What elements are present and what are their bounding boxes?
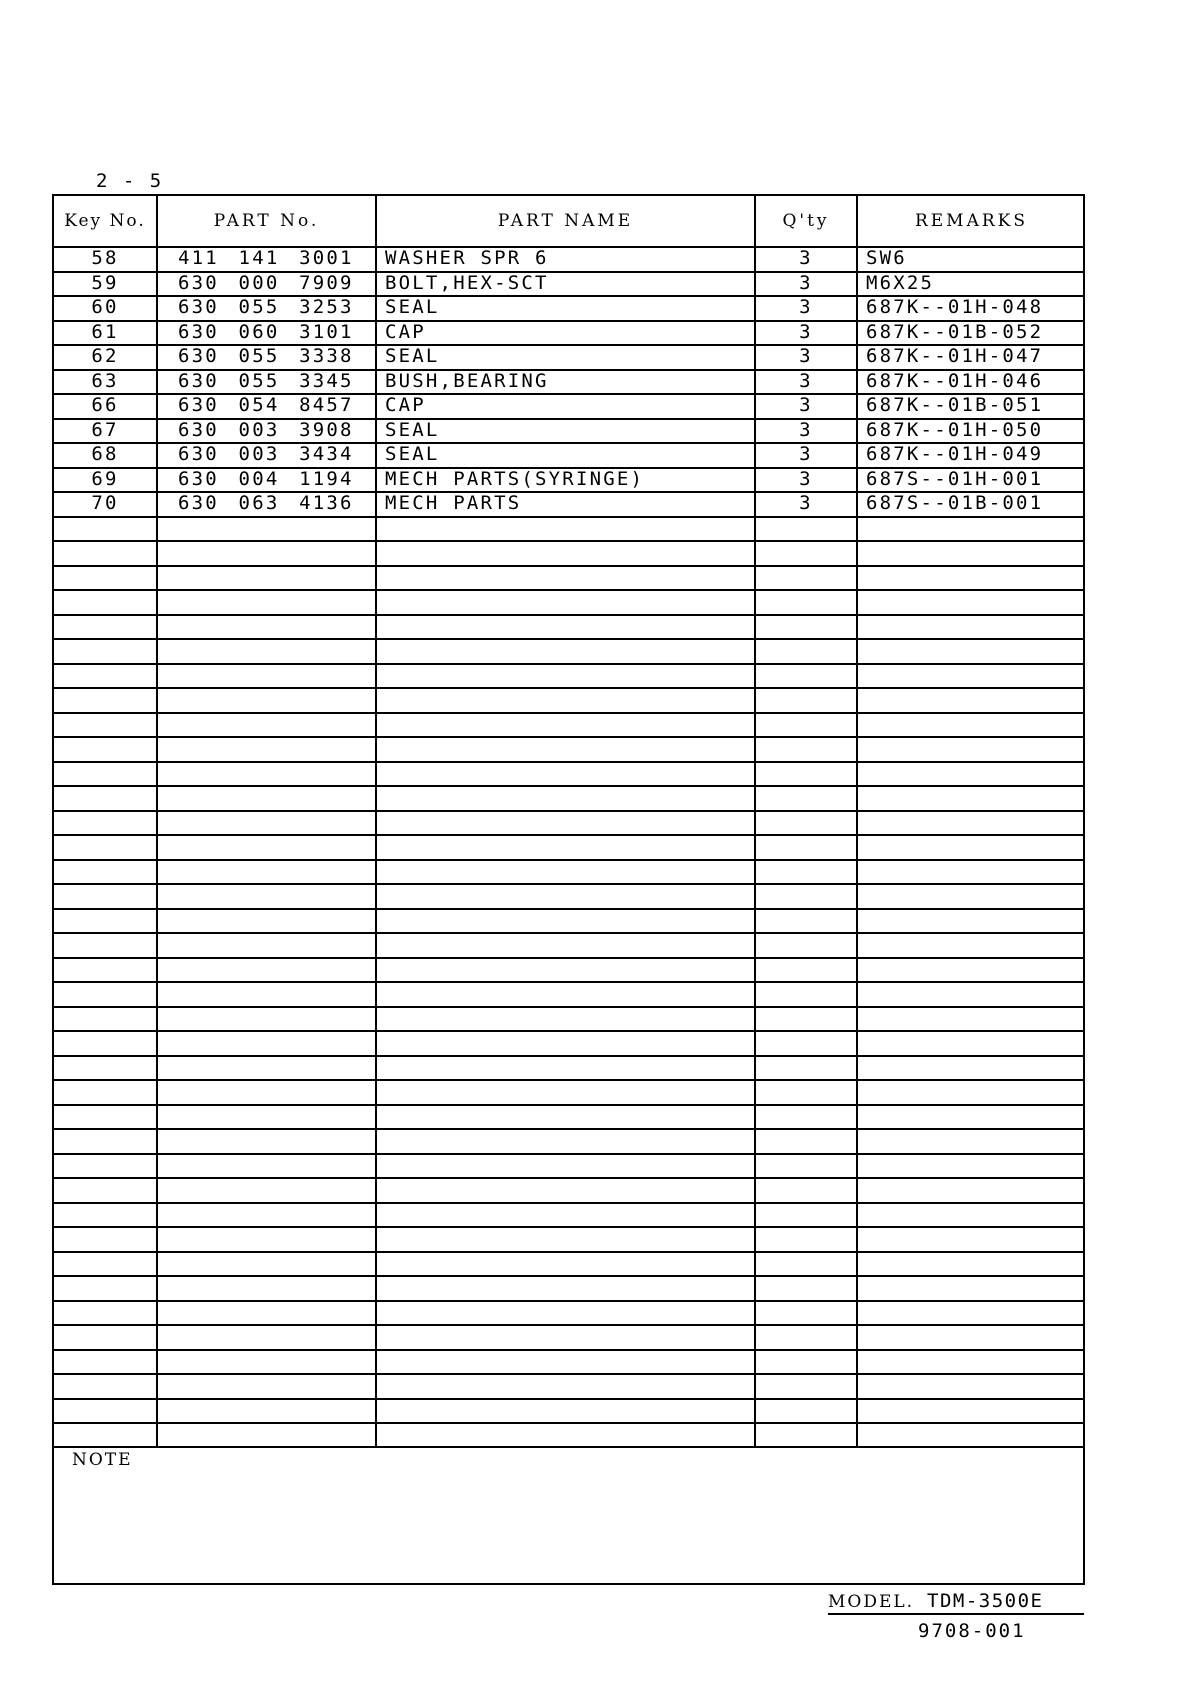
document-number: 9708-001 [918, 1620, 1026, 1642]
row-rule [54, 883, 1083, 885]
remarks-cell: 687K--01H-046 [866, 370, 1044, 392]
row-rule [54, 859, 1083, 861]
key-no-cell: 62 [91, 345, 119, 367]
part-no-cell: 630 055 3253 [178, 296, 354, 318]
row-rule [54, 1324, 1083, 1326]
part-name-cell: SEAL [385, 345, 440, 367]
part-name-cell: SEAL [385, 296, 440, 318]
row-rule [54, 1006, 1083, 1008]
key-no-cell: 68 [91, 443, 119, 465]
qty-cell: 3 [799, 321, 813, 343]
remarks-cell: 687S--01H-001 [866, 468, 1044, 490]
qty-cell: 3 [799, 468, 813, 490]
row-rule [54, 638, 1083, 640]
note-label: NOTE [72, 1450, 133, 1470]
part-no-cell: 630 060 3101 [178, 321, 354, 343]
row-rule [54, 1373, 1083, 1375]
row-rule [54, 614, 1083, 616]
key-no-cell: 60 [91, 296, 119, 318]
row-rule [54, 1398, 1083, 1400]
row-rule [54, 1422, 1083, 1424]
remarks-cell: SW6 [866, 247, 907, 269]
key-no-cell: 70 [91, 492, 119, 514]
row-rule [54, 761, 1083, 763]
remarks-cell: 687K--01B-052 [866, 321, 1044, 343]
part-no-cell: 630 003 3434 [178, 443, 354, 465]
model-label: MODEL. [828, 1592, 915, 1612]
qty-cell: 3 [799, 419, 813, 441]
qty-cell: 3 [799, 370, 813, 392]
row-rule [54, 1275, 1083, 1277]
row-rule [54, 1349, 1083, 1351]
part-name-cell: BOLT,HEX-SCT [385, 272, 549, 294]
row-rule [54, 1153, 1083, 1155]
key-no-cell: 66 [91, 394, 119, 416]
part-name-cell: SEAL [385, 419, 440, 441]
part-no-cell: 630 055 3345 [178, 370, 354, 392]
remarks-cell: 687K--01B-051 [866, 394, 1044, 416]
part-name-cell: CAP [385, 394, 426, 416]
key-no-cell: 63 [91, 370, 119, 392]
qty-cell: 3 [799, 345, 813, 367]
part-name-cell: MECH PARTS(SYRINGE) [385, 468, 645, 490]
row-rule [54, 540, 1083, 542]
key-no-cell: 67 [91, 419, 119, 441]
remarks-cell: 687K--01H-048 [866, 296, 1044, 318]
remarks-cell: 687K--01H-049 [866, 443, 1044, 465]
header-part-name: PART NAME [497, 211, 634, 231]
key-no-cell: 59 [91, 272, 119, 294]
row-rule [54, 1226, 1083, 1228]
row-rule [54, 1104, 1083, 1106]
qty-cell: 3 [799, 394, 813, 416]
row-rule [54, 1079, 1083, 1081]
header-remarks: REMARKS [914, 211, 1029, 231]
qty-cell: 3 [799, 492, 813, 514]
part-no-cell: 630 055 3338 [178, 345, 354, 367]
part-no-cell: 411 141 3001 [178, 247, 354, 269]
row-rule [54, 565, 1083, 567]
part-name-cell: SEAL [385, 443, 440, 465]
part-name-cell: WASHER SPR 6 [385, 247, 549, 269]
qty-cell: 3 [799, 296, 813, 318]
row-rule [54, 957, 1083, 959]
row-rule [54, 908, 1083, 910]
part-no-cell: 630 054 8457 [178, 394, 354, 416]
row-rule [54, 1055, 1083, 1057]
parts-list-table [52, 194, 1085, 1585]
key-no-cell: 69 [91, 468, 119, 490]
part-no-cell: 630 003 3908 [178, 419, 354, 441]
row-rule [54, 1202, 1083, 1204]
model-value: TDM-3500E [927, 1590, 1044, 1612]
part-name-cell: BUSH,BEARING [385, 370, 549, 392]
header-part-no: PART No. [213, 211, 320, 231]
row-rule [54, 1251, 1083, 1253]
row-rule [54, 712, 1083, 714]
row-rule [54, 785, 1083, 787]
row-rule [54, 687, 1083, 689]
row-rule [54, 834, 1083, 836]
part-no-cell: 630 063 4136 [178, 492, 354, 514]
row-rule [54, 736, 1083, 738]
row-rule [54, 1030, 1083, 1032]
header-qty: Q'ty [782, 211, 830, 231]
row-rule [54, 932, 1083, 934]
qty-cell: 3 [799, 443, 813, 465]
remarks-cell: 687K--01H-047 [866, 345, 1044, 367]
remarks-cell: 687K--01H-050 [866, 419, 1044, 441]
header-key-no: Key No. [64, 211, 146, 231]
row-rule [54, 1300, 1083, 1302]
row-rule [54, 1128, 1083, 1130]
row-rule [54, 981, 1083, 983]
row-rule [54, 516, 1083, 518]
row-rule [54, 663, 1083, 665]
remarks-cell: 687S--01B-001 [866, 492, 1044, 514]
part-no-cell: 630 000 7909 [178, 272, 354, 294]
key-no-cell: 61 [91, 321, 119, 343]
qty-cell: 3 [799, 272, 813, 294]
part-name-cell: CAP [385, 321, 426, 343]
row-rule [54, 589, 1083, 591]
part-no-cell: 630 004 1194 [178, 468, 354, 490]
qty-cell: 3 [799, 247, 813, 269]
remarks-cell: M6X25 [866, 272, 935, 294]
part-name-cell: MECH PARTS [385, 492, 522, 514]
row-rule [54, 1446, 1083, 1448]
page-label: 2 - 5 [96, 170, 164, 192]
model-line [828, 1590, 1084, 1615]
row-rule [54, 810, 1083, 812]
key-no-cell: 58 [91, 247, 119, 269]
row-rule [54, 1177, 1083, 1179]
